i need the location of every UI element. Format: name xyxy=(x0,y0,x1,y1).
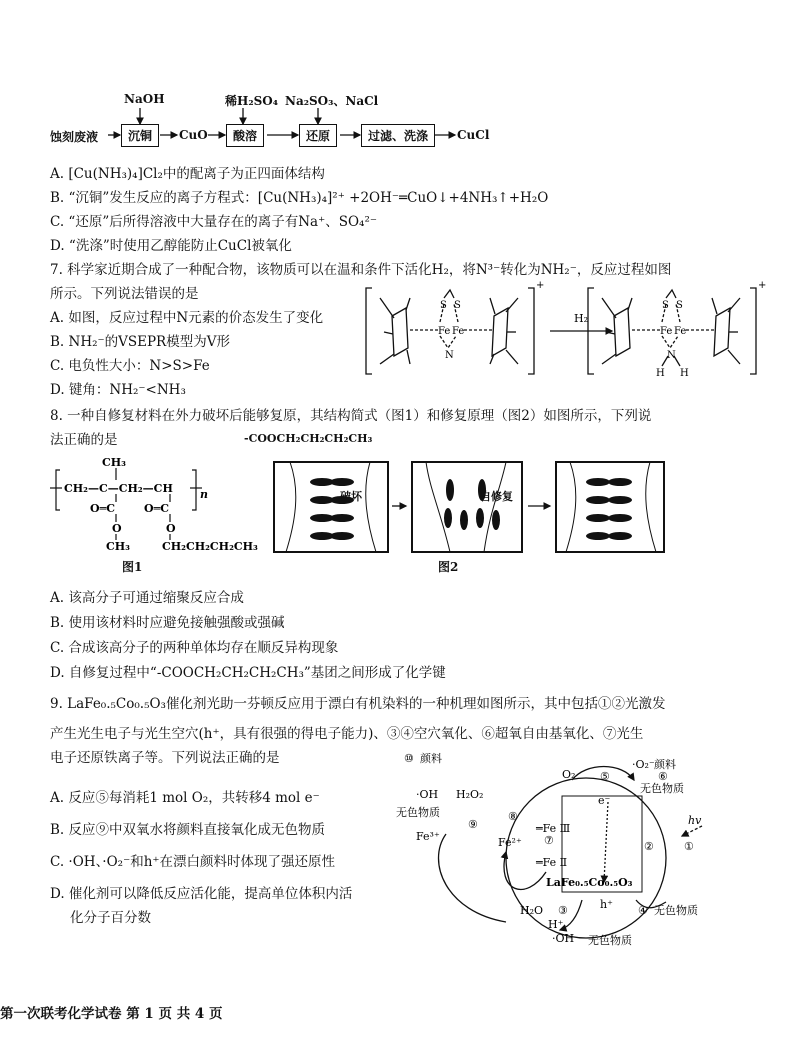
q8-option-a: A. 该高分子可通过缩聚反应合成 xyxy=(50,590,244,606)
q9-stem-line1: 9. LaFe₀.₅Co₀.₅O₃催化剂光助一芬顿反应用于漂白有机染料的一种机理如图所示，其中包括①②光激发 xyxy=(50,696,666,712)
q8-break-label: 破坏 xyxy=(340,490,362,503)
q7-option-c: C. 电负性大小：N>S>Fe xyxy=(50,358,210,374)
q9-option-c: C. ·OH、·O₂⁻和h⁺在漂白颜料时体现了强还原性 xyxy=(50,854,336,870)
q9-n10: ⑩ xyxy=(404,752,414,765)
svg-text:CH₃: CH₃ xyxy=(102,456,126,469)
q7-option-d: D. 键角：NH₂⁻<NH₃ xyxy=(50,382,186,398)
q9-n3: ③ xyxy=(558,904,568,917)
svg-text:Fe: Fe xyxy=(438,326,451,337)
svg-text:S: S xyxy=(454,300,461,311)
q9-pigment-right: 颜料 xyxy=(654,758,676,771)
q9-hplus: H⁺ xyxy=(548,918,564,931)
q8-figure1-caption: 图1 xyxy=(122,560,143,574)
svg-text:O═C: O═C xyxy=(144,502,169,515)
svg-text:O: O xyxy=(112,522,122,535)
svg-text:CH₂CH₂CH₂CH₃: CH₂CH₂CH₂CH₃ xyxy=(162,540,258,553)
q8-option-c: C. 合成该高分子的两种单体均存在顺反异构现象 xyxy=(50,640,339,656)
q7-complex-diagram xyxy=(360,278,767,390)
q9-fe2: Fe²⁺ xyxy=(498,836,522,849)
q9-n5: ⑤ xyxy=(600,770,610,783)
q7-option-b: B. NH₂⁻的VSEPR模型为V形 xyxy=(50,334,230,350)
flow-start: 蚀刻废液 xyxy=(50,130,99,144)
q8-polymer-figures xyxy=(50,450,770,570)
q9-h2o: H₂O xyxy=(520,904,544,917)
svg-text:N: N xyxy=(445,350,454,361)
svg-text:Fe: Fe xyxy=(660,326,673,337)
q9-fe3: Fe³⁺ xyxy=(416,830,440,843)
q8-figure2-caption: 图2 xyxy=(438,560,459,574)
svg-text:Fe: Fe xyxy=(452,326,465,337)
q9-catalyst: LaFe₀.₅Co₀.₅O₃ xyxy=(546,876,633,889)
svg-text:S: S xyxy=(662,300,669,311)
svg-text:CH₂—C—CH₂—CH: CH₂—C—CH₂—CH xyxy=(64,482,173,495)
q9-oh-bottom: ·OH xyxy=(552,932,575,945)
q9-option-b: B. 反应⑨中双氧水将颜料直接氧化成无色物质 xyxy=(50,822,326,838)
q9-n9: ⑨ xyxy=(468,818,478,831)
q9-pigment-left: 颜料 xyxy=(420,752,442,765)
q8-option-d: D. 自修复过程中“-COOCH₂CH₂CH₂CH₃”基团之间形成了化学键 xyxy=(50,665,446,681)
q9-n2: ② xyxy=(644,840,654,853)
svg-text:H: H xyxy=(680,368,689,379)
q6-option-d: D. “洗涤”时使用乙醇能防止CuCl被氧化 xyxy=(50,238,292,254)
q9-oh-left: ·OH xyxy=(416,788,439,801)
q6-option-a: A. [Cu(NH₃)₄]Cl₂中的配离子为正四面体结构 xyxy=(50,166,325,182)
q9-option-a: A. 反应⑤每消耗1 mol O₂，共转移4 mol e⁻ xyxy=(50,790,320,806)
q7-stem-line1: 7. 科学家近期合成了一种配合物，该物质可以在温和条件下活化H₂，将N³⁻转化为NH₂⁻，反应过程如图 xyxy=(50,262,672,278)
q9-n1: ① xyxy=(684,840,694,853)
svg-text:Fe: Fe xyxy=(674,326,687,337)
q9-colorless-bottom: 无色物质 xyxy=(588,934,632,947)
q9-n7: ⑦ xyxy=(544,834,554,847)
q9-n6: ⑥ xyxy=(658,770,668,783)
q9-stem-line2: 产生光生电子与光生空穴(h⁺，具有很强的得电子能力)、③④空穴氧化、⑥超氧自由基氧化、⑦光生 xyxy=(50,726,644,742)
q8-stem-line2: 法正确的是 xyxy=(50,432,118,448)
svg-text:S: S xyxy=(440,300,447,311)
q7-arrow-label: H₂ xyxy=(574,312,589,325)
q8-option-b: B. 使用该材料时应避免接触强酸或强碱 xyxy=(50,615,285,631)
q6-option-b: B. “沉铜”发生反应的离子方程式：[Cu(NH₃)₄]²⁺ +2OH⁻═CuO↓+4NH₃↑+H₂O xyxy=(50,190,549,206)
q9-o2-radical: ·O₂⁻ xyxy=(632,758,655,771)
q9-stem-line3: 电子还原铁离子等。下列说法正确的是 xyxy=(50,750,280,766)
q8-group-label: -COOCH₂CH₂CH₂CH₃ xyxy=(244,432,373,445)
step-acid-dissolve: 酸溶 xyxy=(226,124,264,147)
reagent-h2so4: 稀H₂SO₄ xyxy=(225,94,278,108)
q9-electron: e⁻ xyxy=(598,794,611,807)
flow-cuo: CuO xyxy=(179,128,208,142)
q9-mechanism-diagram xyxy=(386,752,726,948)
svg-text:CH₃: CH₃ xyxy=(106,540,130,553)
q9-n8: ⑧ xyxy=(508,810,518,823)
svg-text:O: O xyxy=(166,522,176,535)
svg-text:O═C: O═C xyxy=(90,502,115,515)
reagent-na2so3-nacl: Na₂SO₃、NaCl xyxy=(285,94,379,108)
q9-fe-iii: ═Fe Ⅲ xyxy=(536,822,571,835)
step-filter-wash: 过滤、洗涤 xyxy=(361,124,435,147)
q9-hv: hv xyxy=(688,814,702,827)
step-precipitate-copper: 沉铜 xyxy=(121,124,159,147)
svg-text:+: + xyxy=(758,280,767,291)
q9-colorless-right-top: 无色物质 xyxy=(640,782,684,795)
reagent-naoh: NaOH xyxy=(124,92,165,106)
q9-colorless-bottom-right: 无色物质 xyxy=(654,904,698,917)
q9-option-d-line2: 化分子百分数 xyxy=(70,910,151,926)
q9-n4: ④ xyxy=(638,904,648,917)
svg-text:n: n xyxy=(200,488,208,501)
q8-stem-line1: 8. 一种自修复材料在外力破坏后能够复原，其结构简式（图1）和修复原理（图2）如图所示，下列说 xyxy=(50,408,652,424)
q7-option-a: A. 如图，反应过程中N元素的价态发生了变化 xyxy=(50,310,324,326)
svg-text:N: N xyxy=(667,350,676,361)
q9-fe-ii: ═Fe Ⅱ xyxy=(536,856,568,869)
q9-h2o2: H₂O₂ xyxy=(456,788,484,801)
q9-hole: h⁺ xyxy=(600,898,613,911)
q8-repair-label: 自修复 xyxy=(480,490,513,503)
svg-text:S: S xyxy=(676,300,683,311)
flow-cucl: CuCl xyxy=(457,128,490,142)
q9-colorless-left: 无色物质 xyxy=(396,806,440,819)
page-footer: 第一次联考化学试卷 第 1 页 共 4 页 xyxy=(0,1006,223,1022)
svg-text:+: + xyxy=(536,280,545,291)
svg-text:H: H xyxy=(656,368,665,379)
q9-option-d-line1: D. 催化剂可以降低反应活化能，提高单位体积内活 xyxy=(50,886,353,902)
q9-o2: O₂ xyxy=(562,768,576,781)
step-reduce: 还原 xyxy=(299,124,337,147)
q6-option-c: C. “还原”后所得溶液中大量存在的离子有Na⁺、SO₄²⁻ xyxy=(50,214,377,230)
q7-stem-line2: 所示。下列说法错误的是 xyxy=(50,286,199,302)
